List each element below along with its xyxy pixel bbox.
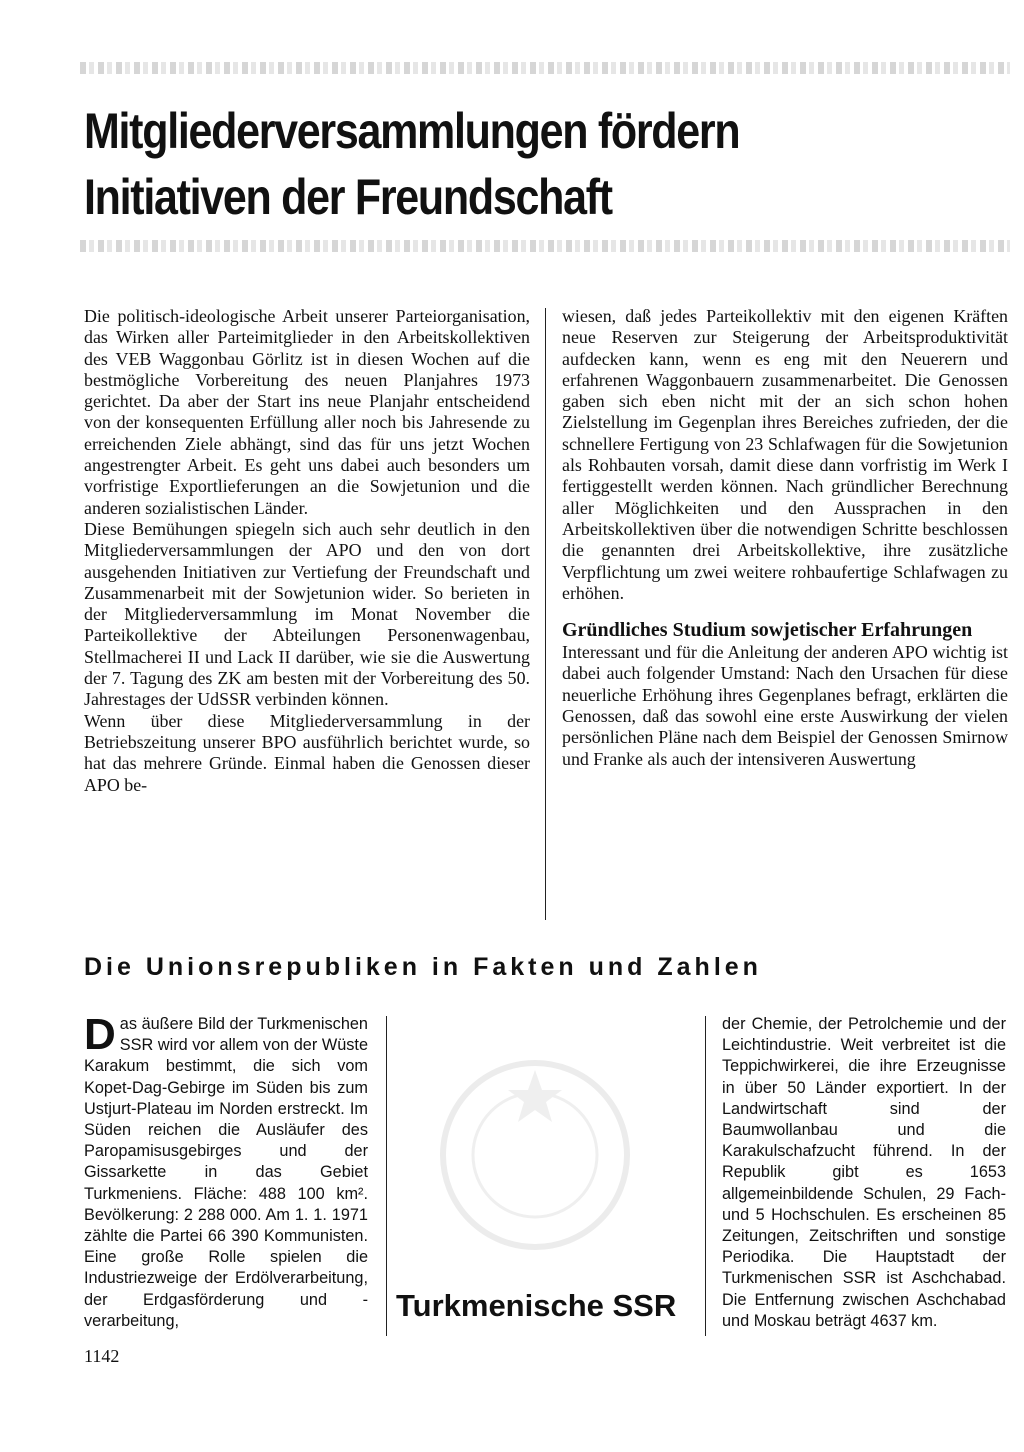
article-subheading: Gründliches Studium sowjetischer Erfahrungen (562, 619, 973, 642)
factbox-column-right (722, 1014, 1006, 1334)
column-divider (545, 308, 546, 920)
emblem-inner-ring (473, 1093, 597, 1217)
factbox-divider-left (386, 1016, 387, 1336)
article-column-right (562, 306, 1008, 922)
title-line-2: Initiativen der Freundschaft (84, 169, 612, 225)
article-paragraph: Diese Bemühungen spiegeln sich auch sehr deutlich in den Mitgliederversammlungen der APO und den von dort ausgehenden Initiativen zur Vertiefung der Freundschaft und Zusammenarbeit mit der Sowjetunion wider. So berieten in der Mitgliederversammlung im Monat November die Parteikollektive der Abteilungen Personenwagenbau, Stellmacherei II und Lack II darüber, wie sie die Auswertung der 7. Tagung des ZK am besten mit der Vorbereitung des 50. Jahrestages der UdSSR verbinden können. (84, 518, 530, 710)
factbox-left-text: as äußere Bild der Turkmenischen SSR wird vor allem von der Wüste Karakum bestimmt, die sich vom Kopet-Dag-Gebirge im Süden bis zum Ustjurt-Plateau im Norden erstreckt. Im Süden reichen die Ausläufer des Paropamisusgebirges und der Gissarkette in das Gebiet Turkmeniens. Fläche: 488 100 km². Bevölkerung: 2 288 000. Am 1. 1. 1971 zählte die Partei 66 390 Kommunisten. Eine große Rolle spielen die Industriezweige der Erdölverarbeitung, der Erdgasförderung und -verarbeitung, (84, 1015, 368, 1330)
article-title (84, 98, 858, 230)
title-line-1: Mitgliederversammlungen fördern (84, 103, 740, 159)
factbox-title: Die Unionsrepubliken in Fakten und Zahlen (84, 953, 762, 981)
top-decorative-band (80, 62, 1010, 74)
title-underline-band (80, 240, 1010, 252)
drop-cap: D (84, 1010, 116, 1059)
emblem-star (508, 1070, 562, 1122)
article-paragraph: wiesen, daß jedes Parteikollektiv mit den eigenen Kräften neue Reserven zur Steigerung der Arbeitsproduktivität aufdecken kann, wenn es eng mit den Neuerern und erfahrenen Waggonbauern zusammenarbeitet. Die Genossen gaben sich eben nicht mit der an sich schon hohen Zielstellung im Gegenplan ihres Bereiches zufrieden, der die schnellere Fertigung von 23 Schlafwagen für die Sowjetunion als Rohbauten vorsah, damit diese dann vorfristig im Werk I fertiggestellt werden können. Nach gründlicher Berechnung aller Möglichkeiten und den Aussprachen in den Arbeitskollektiven über die notwendigen Schritte beschlossen die genannten drei Arbeitskollektive, ihre zusätzliche Verpflichtung um zwei weitere rohbaufertige Schlafwagen zu erhöhen. (562, 306, 1008, 603)
factbox-right-text: der Chemie, der Petrolchemie und der Leichtindustrie. Weit verbreitet ist die Teppichwirkerei, die ihre Erzeugnisse in über 50 Länder exportiert. In der Landwirtschaft sind der Baumwollanbau und die Karakulschafzucht führend. In der Republik gibt es 1653 allgemeinbildende Schulen, 29 Fach- und 5 Hochschulen. Es erscheinen 85 Zeitungen, Zeitschriften und sonstige Periodika. Die Hauptstadt der Turkmenischen SSR ist Aschchabad. Die Entfernung zwischen Aschchabad und Moskau beträgt 4637 km. (722, 1015, 1006, 1330)
factbox-divider-right (705, 1016, 706, 1336)
article-column-left (84, 306, 530, 922)
turkmen-emblem-watermark (430, 1050, 640, 1260)
factbox-paragraph (84, 1010, 368, 1332)
article-paragraph: Interessant und für die Anleitung der anderen APO wichtig ist dabei auch folgender Umstand: Nach den Ursachen für diese neuerliche Erhöhung ihres Gegenplanes befragt, erklärten die Genossen, daß das sowohl eine erste Auswirkung der vielen persönlichen Pläne nach dem Beispiel der Genossen Smirnow und Franke als auch der intensiveren Auswertung (562, 642, 1008, 769)
factbox-column-left (84, 1010, 368, 1334)
republic-label: Turkmenische SSR (396, 1288, 677, 1323)
article-paragraph: Wenn über diese Mitgliederversammlung in der Betriebszeitung unserer BPO ausführlich berichtet wurde, so hat das mehrere Gründe. Einmal haben die Genossen dieser APO be- (84, 710, 530, 795)
page-number: 1142 (84, 1346, 120, 1366)
article-paragraph: Die politisch-ideologische Arbeit unserer Parteiorganisation, das Wirken aller Parteimitglieder in den Arbeitskollektiven des VEB Waggonbau Görlitz ist in diesen Wochen auf die bestmögliche Vorbereitung des neuen Planjahres 1973 gerichtet. Da aber der Start ins neue Planjahr entscheidend von der konsequenten Erfüllung aller noch bis Jahresende zu erreichenden Ziele abhängt, sind das für uns jetzt Wochen angestrengter Arbeit. Es geht uns dabei auch besonders um vorfristige Exportlieferungen an die Sowjetunion und die anderen sozialistischen Länder. (84, 306, 530, 518)
